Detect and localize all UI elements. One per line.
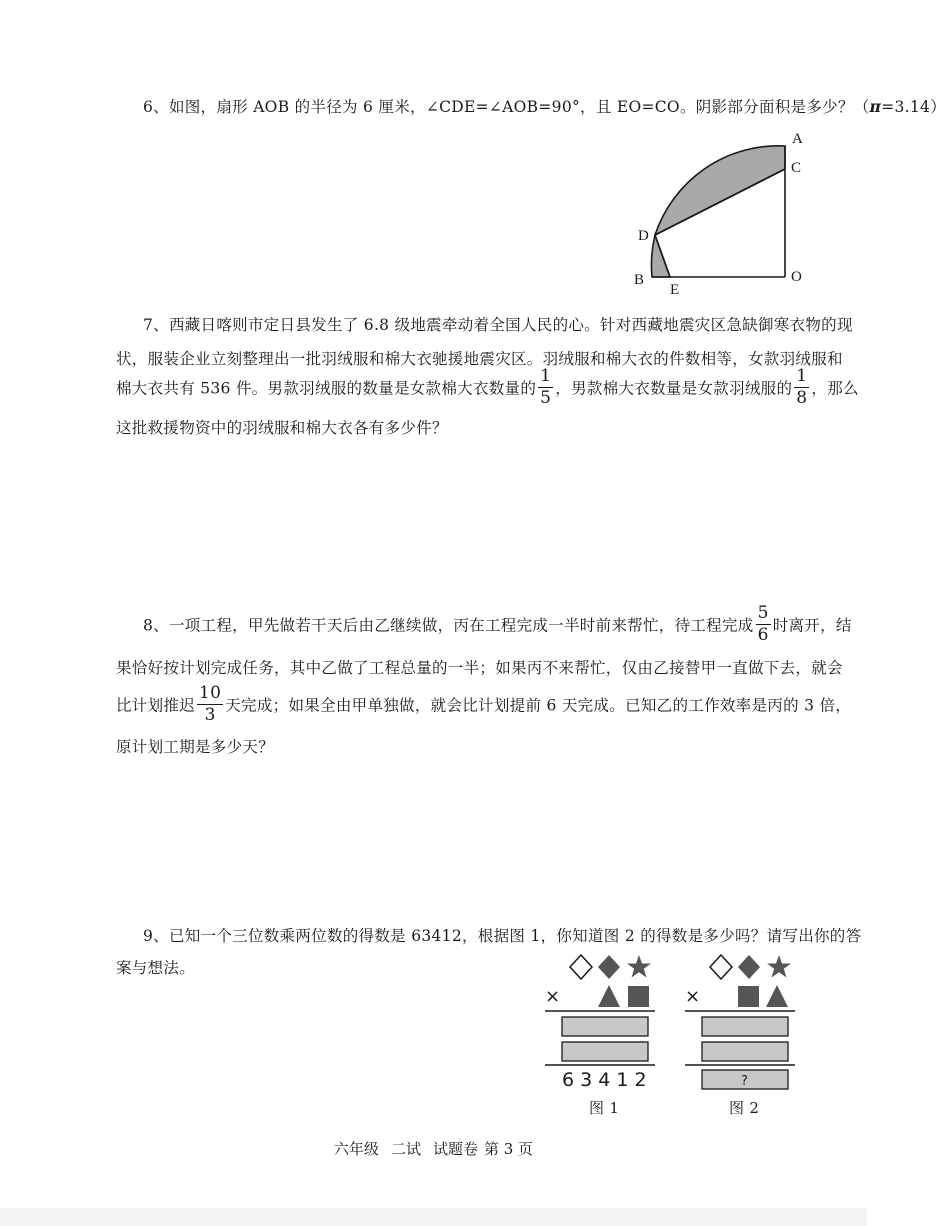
fraction-denominator: 8 <box>796 388 808 408</box>
footer-paper: 试题卷 <box>432 1140 478 1158</box>
fraction-one-eighth <box>794 368 809 407</box>
q8-line1 <box>143 605 852 644</box>
result-63412: 6 3 4 1 2 <box>562 1069 647 1091</box>
fraction-denominator: 3 <box>204 705 216 725</box>
triangle-icon <box>766 985 788 1007</box>
fraction-denominator: 6 <box>757 625 769 645</box>
square-icon <box>738 986 759 1007</box>
q7-line4: 这批救援物资中的羽绒服和棉大衣各有多少件？ <box>116 419 448 437</box>
pi-value: =3.14） <box>881 98 946 116</box>
fraction-numerator: 1 <box>540 366 552 386</box>
q8-line4: 原计划工期是多少天？ <box>116 738 275 756</box>
star-icon <box>627 955 651 978</box>
q9-line1: 9、已知一个三位数乘两位数的得数是 63412，根据图 1，你知道图 2 的得数是多少吗？请写出你的答 <box>143 927 862 945</box>
q7-line3-c: ，那么 <box>811 379 859 398</box>
label-D: D <box>638 228 649 244</box>
footer-round: 二试 <box>390 1140 421 1158</box>
fraction-numerator: 5 <box>757 603 769 623</box>
q7-line2: 状，服装企业立刻整理出一批羽绒服和棉大衣驰援地震灾区。羽绒服和棉大衣的件数相等，女款羽绒服和 <box>116 350 843 368</box>
pi-symbol: π <box>869 97 882 116</box>
figure-1 <box>540 950 660 1110</box>
fraction-one-fifth <box>538 368 553 407</box>
page-footer <box>0 1138 867 1159</box>
diamond-outline-icon <box>570 955 592 979</box>
fraction-numerator: 1 <box>796 366 808 386</box>
diamond-outline-icon <box>710 955 732 979</box>
result-question-mark: ? <box>741 1074 748 1089</box>
footer-page: 第 3 页 <box>483 1140 534 1158</box>
q8-line1-b: 时离开，结 <box>772 616 852 635</box>
q7-line3-a: 棉大衣共有 536 件。男款羽绒服的数量是女款棉大衣数量的 <box>116 379 537 398</box>
partial-product-2 <box>702 1042 788 1061</box>
footer-grade: 六年级 <box>333 1140 379 1158</box>
figure-1-caption: 图 1 <box>589 1099 620 1117</box>
label-E: E <box>670 282 680 298</box>
q8-line1-a: 8、一项工程，甲先做若干天后由乙继续做，丙在工程完成一半时前来帮忙，待工程完成 <box>143 616 754 635</box>
q7-line3 <box>116 368 859 407</box>
q6-text <box>143 95 946 117</box>
fraction-denominator: 5 <box>540 388 552 408</box>
times-sign: × <box>545 986 561 1007</box>
scan-edge <box>0 1208 867 1226</box>
fraction-ten-thirds <box>197 685 223 724</box>
label-C: C <box>791 160 802 176</box>
partial-product-1 <box>702 1017 788 1036</box>
q8-line3 <box>116 685 851 724</box>
q8-line3-a: 比计划推迟 <box>116 696 196 715</box>
label-B: B <box>634 272 645 288</box>
label-O: O <box>791 269 802 285</box>
q9-line2: 案与想法。 <box>116 959 196 977</box>
diamond-filled-icon <box>738 955 760 979</box>
label-A: A <box>792 131 803 147</box>
fraction-numerator: 10 <box>199 683 222 703</box>
star-icon <box>767 955 791 978</box>
q8-line2: 果恰好按计划完成任务，其中乙做了工程总量的一半；如果丙不来帮忙，仅由乙接替甲一直做下去，就会 <box>116 659 843 677</box>
q7-line3-b: ，男款棉大衣数量是女款羽绒服的 <box>555 379 793 398</box>
square-icon <box>628 986 649 1007</box>
figure-2-caption: 图 2 <box>729 1099 760 1117</box>
partial-product-2 <box>562 1042 648 1061</box>
triangle-icon <box>598 985 620 1007</box>
q7-line1: 7、西藏日喀则市定日县发生了 6.8 级地震牵动着全国人民的心。针对西藏地震灾区急缺御寒衣物的现 <box>143 316 853 334</box>
figure-2 <box>680 950 800 1110</box>
times-sign: × <box>685 986 701 1007</box>
partial-product-1 <box>562 1017 648 1036</box>
shaded-upper-region <box>655 146 785 235</box>
q8-line3-b: 天完成；如果全由甲单独做，就会比计划提前 6 天完成。已知乙的工作效率是丙的 3 倍， <box>225 696 852 715</box>
diamond-filled-icon <box>598 955 620 979</box>
q6-stem: 6、如图，扇形 AOB 的半径为 6 厘米，∠CDE=∠AOB=90°，且 EO=CO。阴影部分面积是多少？（ <box>143 98 870 116</box>
fraction-five-sixths <box>756 605 771 644</box>
